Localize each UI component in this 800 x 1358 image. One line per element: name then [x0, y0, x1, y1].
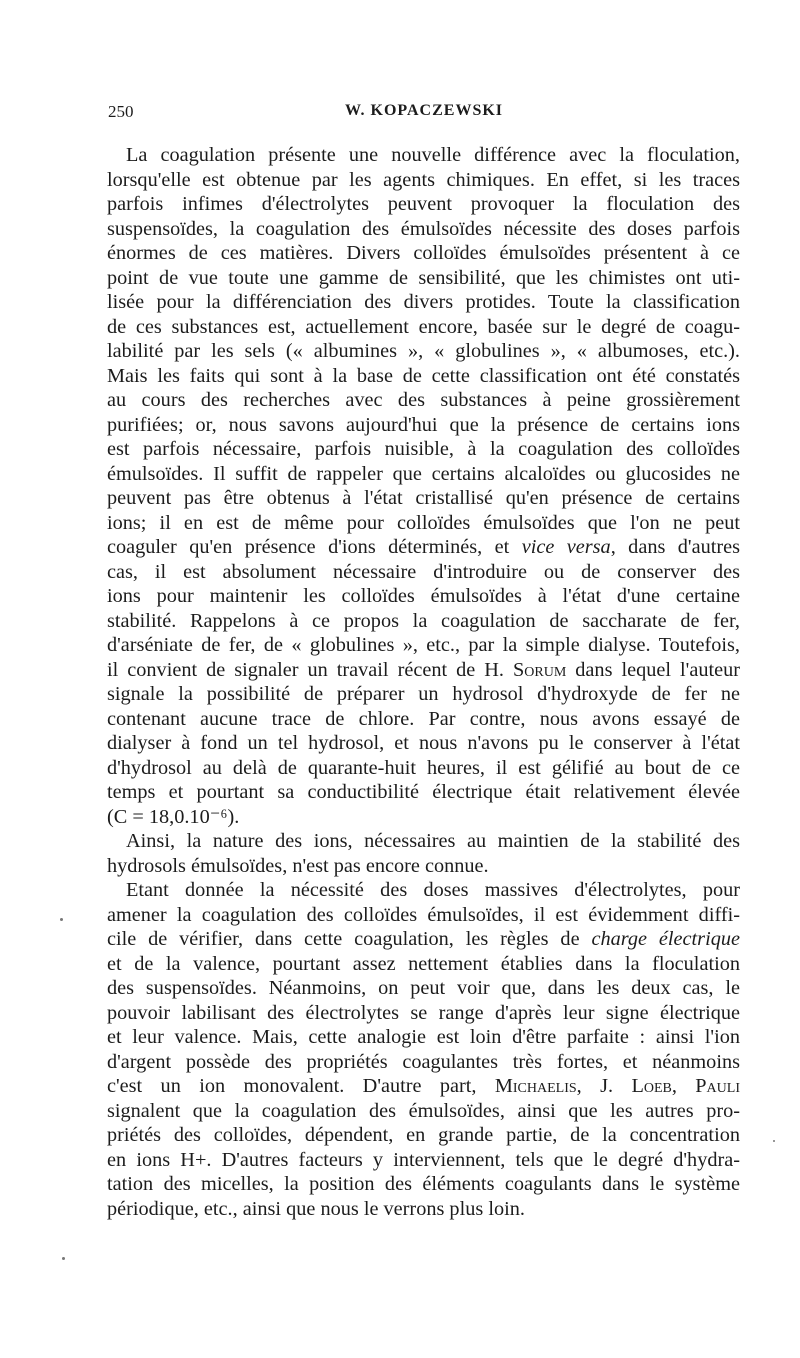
- text-line: (C = 18,0.10⁻⁶).: [107, 805, 240, 828]
- text-line: tation des micelles, la position des éléments coagulants dans le système: [107, 1173, 740, 1195]
- text-line: point de vue toute une gamme de sensibilité, que les chimistes ont uti-: [107, 266, 740, 289]
- running-head: W. KOPACZEWSKI: [344, 102, 504, 119]
- text-line: Etant donnée la nécessité des doses massives d'électrolytes, pour: [126, 879, 740, 901]
- text-line: en ions H+. D'autres facteurs y interviennent, tels que le degré d'hydra-: [107, 1148, 740, 1171]
- text-line: purifiées; or, nous savons aujourd'hui que la présence de certains ions: [107, 413, 740, 436]
- text-line: [107, 1074, 740, 1099]
- text-run: c'est un ion monovalent. D'autre part,: [107, 1075, 477, 1097]
- text-line: signalent que la coagulation des émulsoïdes, ainsi que les autres pro-: [107, 1099, 740, 1122]
- text-line: temps et pourtant sa conductibilité électrique était relativement élevée: [107, 781, 740, 803]
- text-line: Mais les faits qui sont à la base de cette classification ont été constatés: [107, 364, 740, 387]
- text-line: La coagulation présente une nouvelle différence avec la floculation,: [126, 144, 740, 166]
- text-line: parfois infimes d'électrolytes peuvent provoquer la floculation des: [107, 193, 740, 215]
- text-line: périodique, etc., ainsi que nous le verrons plus loin.: [107, 1197, 525, 1220]
- italic-term: vice versa: [521, 536, 611, 558]
- text-run: cile de vérifier, dans cette coagulation, les règles de: [107, 928, 592, 950]
- text-line: et de la valence, pourtant assez nettement établies dans la floculation: [107, 952, 740, 975]
- text-line: [107, 927, 740, 952]
- paragraph: [107, 829, 740, 878]
- text-run: , J.: [576, 1075, 632, 1097]
- text-line: [107, 658, 740, 683]
- author-name: Michaelis: [494, 1075, 577, 1097]
- text-run: il convient de signaler un travail récent de H.: [107, 658, 513, 681]
- text-line: labilité par les sels (« albumines », « globulines », « albumoses, etc.).: [107, 340, 740, 362]
- text-line: d'arséniate de fer, de « globulines », etc., par la simple dialyse. Toutefois,: [107, 634, 740, 656]
- text-run: , dans d'autres: [610, 536, 740, 558]
- author-name: Loeb: [631, 1075, 672, 1097]
- text-line: de ces substances est, actuellement encore, basée sur le degré de coagu-: [107, 315, 740, 338]
- text-line: énormes de ces matières. Divers colloïdes émulsoïdes présentent à ce: [107, 242, 740, 264]
- text-line: ions pour maintenir les colloïdes émulsoïdes à l'état d'une certaine: [107, 585, 740, 607]
- text-line: d'hydrosol au delà de quarante-huit heures, il est gélifié au bout de ce: [107, 756, 740, 779]
- paragraph: [107, 878, 740, 1221]
- text-run: coaguler qu'en présence d'ions déterminés, et: [107, 536, 522, 558]
- text-line: lisée pour la différenciation des divers protides. Toute la classification: [107, 291, 740, 313]
- scan-speck: [62, 1257, 65, 1260]
- text-line: amener la coagulation des colloïdes émulsoïdes, il est évidemment diffi-: [107, 903, 740, 926]
- author-name: Pauli: [695, 1075, 740, 1097]
- page-header: [108, 102, 740, 128]
- text-line: Ainsi, la nature des ions, nécessaires au maintien de la stabilité des: [126, 830, 740, 852]
- author-name: Sorum: [512, 658, 567, 681]
- text-line: signale la possibilité de préparer un hydrosol d'hydroxyde de fer ne: [107, 683, 740, 705]
- body-text: [107, 143, 740, 1221]
- text-line: lorsqu'elle est obtenue par les agents chimiques. En effet, si les traces: [107, 168, 740, 191]
- text-line: cas, il est absolument nécessaire d'introduire ou de conserver des: [107, 560, 740, 583]
- text-line: suspensoïdes, la coagulation des émulsoïdes nécessite des doses parfois: [107, 217, 740, 240]
- text-line: pouvoir labilisant des électrolytes se range d'après leur signe électrique: [107, 1001, 740, 1024]
- scan-speck: [60, 918, 63, 921]
- text-line: des suspensoïdes. Néanmoins, on peut voir que, dans les deux cas, le: [107, 977, 740, 999]
- text-run: dans lequel l'auteur: [566, 658, 740, 681]
- scan-speck: [773, 1140, 775, 1142]
- text-line: [107, 535, 740, 560]
- text-line: et leur valence. Mais, cette analogie est loin d'être parfaite : ainsi l'ion: [107, 1026, 740, 1048]
- text-line: hydrosols émulsoïdes, n'est pas encore connue.: [107, 854, 489, 877]
- text-line: stabilité. Rappelons à ce propos la coagulation de saccharate de fer,: [107, 609, 740, 632]
- text-run: ,: [671, 1075, 696, 1097]
- text-line: peuvent pas être obtenus à l'état cristallisé qu'en présence de certains: [107, 487, 740, 509]
- text-line: émulsoïdes. Il suffit de rappeler que certains alcaloïdes ou glucosides ne: [107, 462, 740, 485]
- text-line: au cours des recherches avec des substances à peine grossièrement: [107, 389, 740, 411]
- text-line: priétés des colloïdes, dépendent, en grande partie, de la concentration: [107, 1124, 740, 1146]
- italic-term: charge électrique: [591, 928, 740, 950]
- paragraph: [107, 143, 740, 829]
- text-line: ions; il en est de même pour colloïdes émulsoïdes que l'on ne peut: [107, 511, 740, 534]
- text-line: est parfois nécessaire, parfois nuisible, à la coagulation des colloïdes: [107, 438, 740, 460]
- text-line: d'argent possède des propriétés coagulantes très fortes, et néanmoins: [107, 1050, 740, 1073]
- text-line: dialyser à fond un tel hydrosol, et nous n'avons pu le conserver à l'état: [107, 732, 740, 754]
- page-number: 250: [108, 102, 134, 121]
- text-line: contenant aucune trace de chlore. Par contre, nous avons essayé de: [107, 707, 740, 730]
